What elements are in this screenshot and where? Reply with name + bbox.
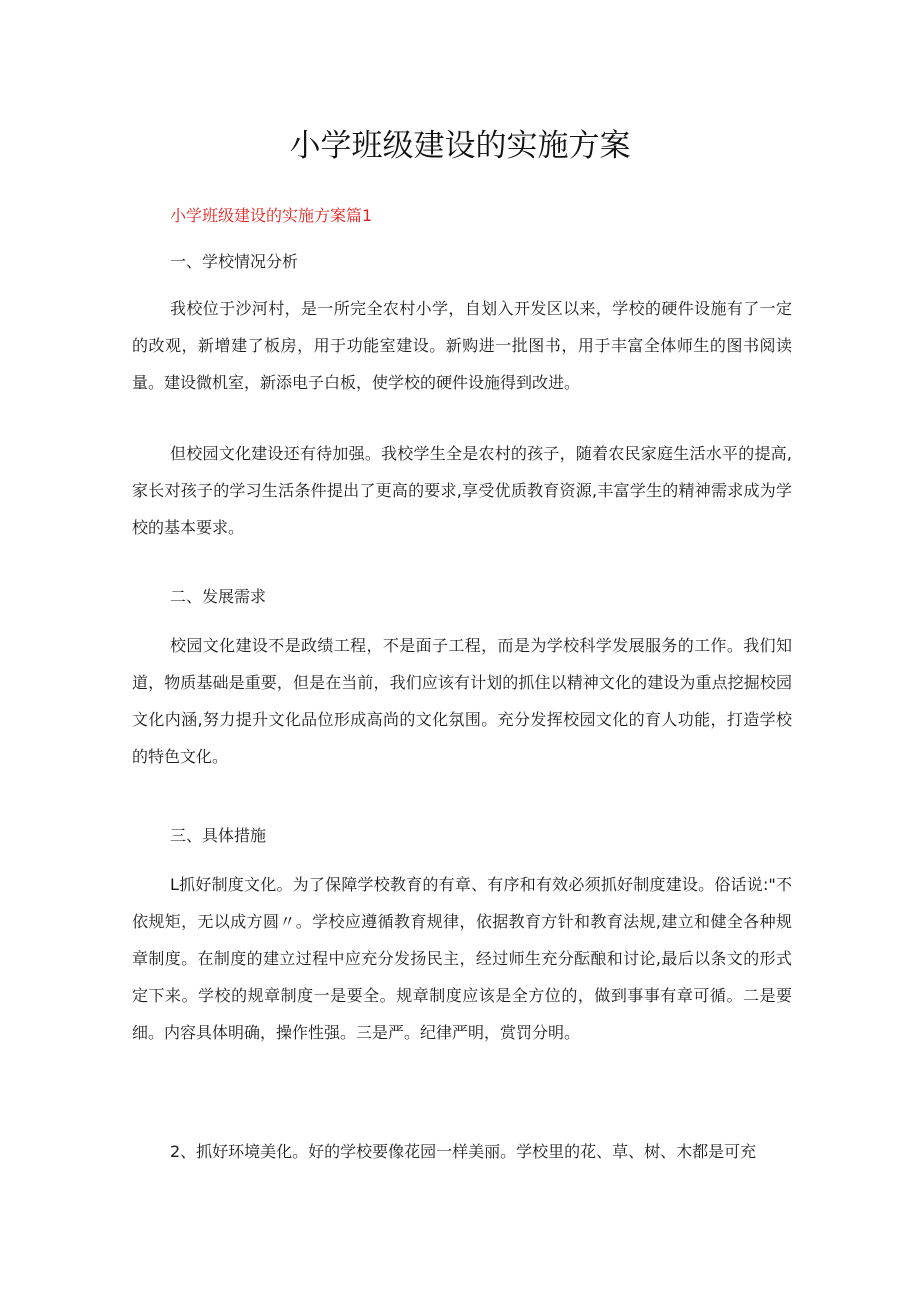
paragraph-culture-needs: 但校园文化建设还有待加强。我校学生全是农村的孩子，随着农民家庭生活水平的提高,家长对孩子的学习生活条件提出了更高的要求,享受优质教育资源,丰富学生的精神需求成为学校的基本要求。 [132, 444, 792, 537]
paragraph-environment: 2、抓好环境美化。好的学校要像花园一样美丽。学校里的花、草、树、木都是可充 [170, 1142, 757, 1161]
document-subtitle: 小学班级建设的实施方案篇1 [170, 206, 373, 225]
paragraph-development: 校园文化建设不是政绩工程，不是面子工程，而是为学校科学发展服务的工作。我们知道，物质基础是重要，但是在当前，我们应该有计划的抓住以精神文化的建设为重点挖掘校园文化内涵,努力提升文化品位形成高尚的文化氛围。充分发挥校园文化的育人功能，打造学校的特色文化。 [132, 636, 792, 766]
document-title: 小学班级建设的实施方案 [289, 128, 631, 164]
paragraph-institution-culture: L抓好制度文化。为了保障学校教育的有章、有序和有效必须抓好制度建设。俗话说:"不依规矩，无以成方圆〃。学校应遵循教育规律，依据教育方针和教育法规,建立和健全各种规章制度。在制度的建立过程中应充分发扬民主，经过师生充分酝酿和讨论,最后以条文的形式定下来。学校的规章制度一是要全。规章制度应该是全方位的，做到事事有章可循。二是要细。内容具体明确，操作性强。三是严。纪律严明，赏罚分明。 [132, 875, 792, 1042]
section-heading-needs: 二、发展需求 [170, 587, 267, 606]
section-heading-measures: 三、具体措施 [170, 826, 267, 845]
paragraph-school-location: 我校位于沙河村，是一所完全农村小学，自划入开发区以来，学校的硬件设施有了一定的改观，新增建了板房，用于功能室建设。新购进一批图书，用于丰富全体师生的图书阅读量。建设微机室，新添电子白板，使学校的硬件设施得到改进。 [132, 299, 792, 392]
section-heading-analysis: 一、学校情况分析 [170, 252, 299, 271]
